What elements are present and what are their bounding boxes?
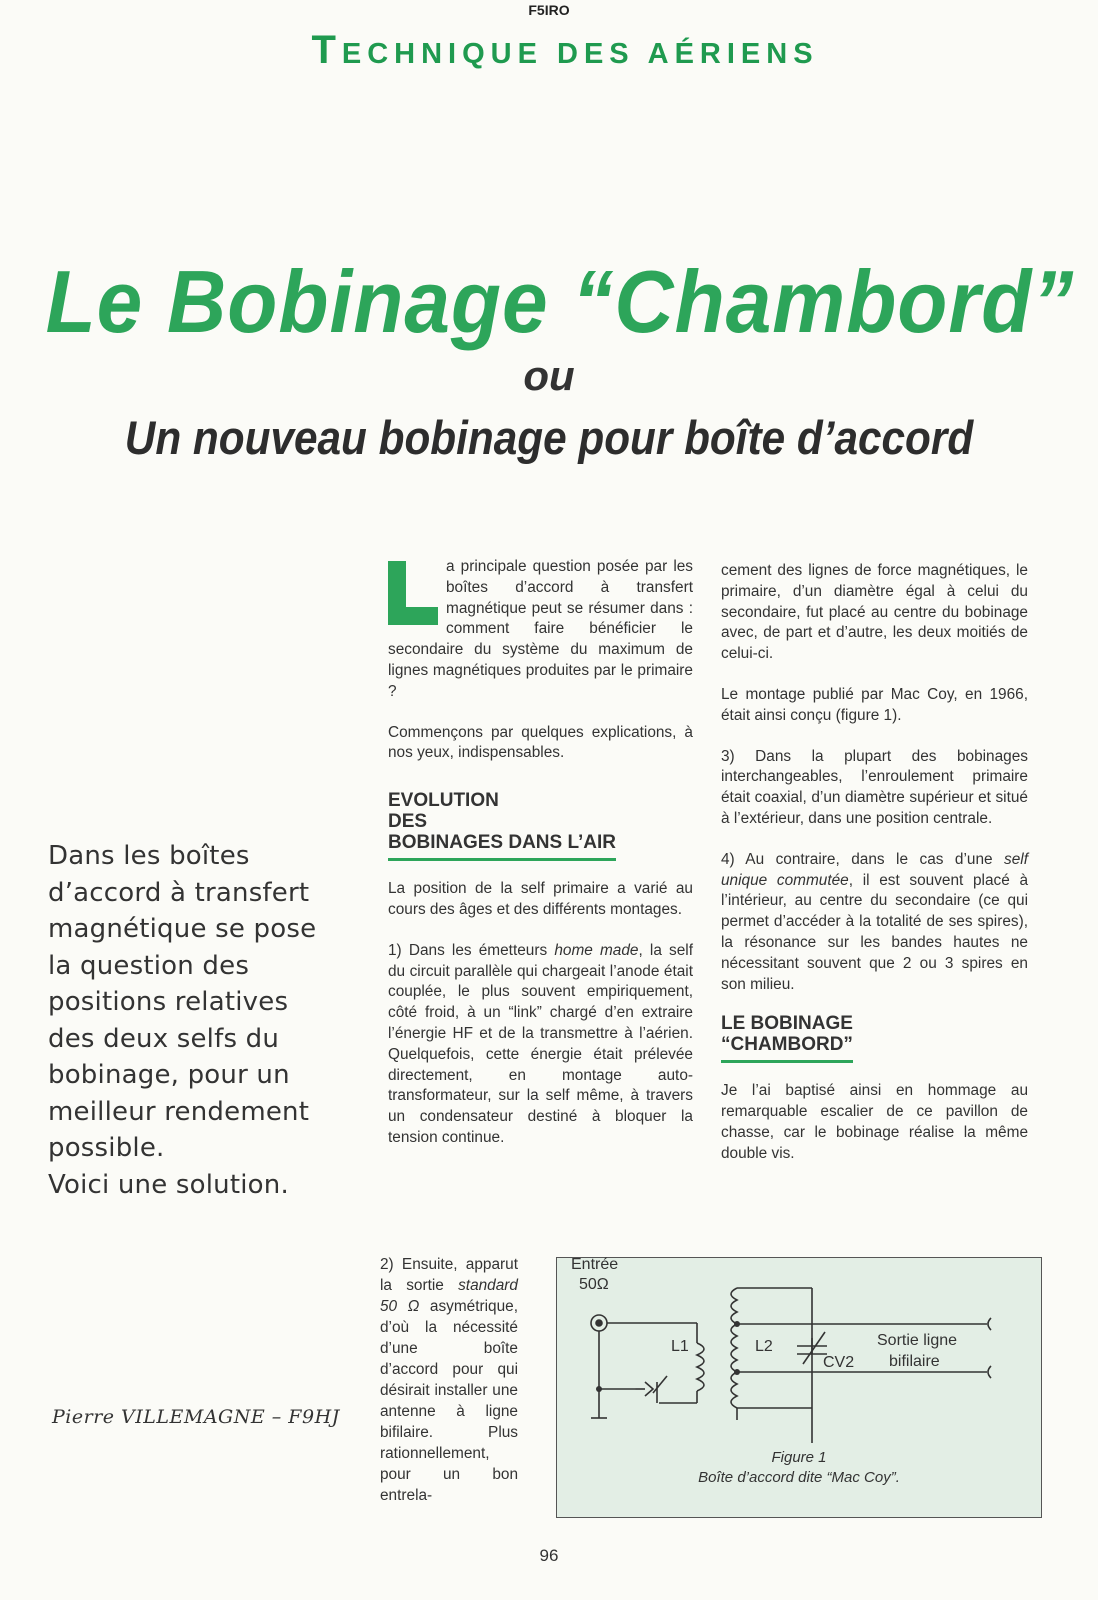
coil-l2 <box>731 1288 737 1408</box>
paragraph: Le montage publié par Mac Coy, en 1966, était ainsi conçu (figure 1). <box>721 685 1028 724</box>
label-l1: L1 <box>671 1338 689 1355</box>
section-heading-chambord: LE BOBINAGE “CHAMBORD” <box>721 1013 853 1063</box>
emphasis: self unique commutée <box>721 850 1028 889</box>
dropcap-l <box>388 561 438 625</box>
intro-text: Dans les boîtes d’accord à transfert magnétique se pose la question des positions relatives des deux selfs du bobinage, pour un meilleur rendement possible. Voici une solution. <box>48 841 317 1200</box>
junction-dot <box>734 1369 740 1375</box>
label-cv2: CV2 <box>823 1354 855 1371</box>
callsign: F5IRO <box>528 2 570 18</box>
emphasis: standard 50 Ω <box>380 1277 518 1315</box>
figure-caption-title: Figure 1 <box>771 1449 827 1466</box>
paragraph <box>388 557 693 703</box>
article-subtitle: Un nouveau bobinage pour boîte d’accord <box>124 411 974 464</box>
paragraph <box>721 850 1028 996</box>
label-sortie-1: Sortie ligne <box>877 1332 958 1349</box>
paragraph: Je l’ai baptisé ainsi en hommage au remarquable escalier de ce pavillon de chasse, car le bobinage réalise la même double vis. <box>721 1082 1028 1162</box>
text: , il est souvent placé à l’intérieur, au centre du secondaire (ce qui permet d’accéder à la totalité de ses spires), la résonance sur les bandes hautes ne nécessitant souvent que 2 ou 3 spires en son milieu. <box>721 871 1028 993</box>
paragraph: La position de la self primaire a varié au cours des âges et des différents montages. <box>388 880 693 918</box>
paragraph: 3) Dans la plupart des bobinages interchangeables, l’enroulement primaire était coaxial, d’un diamètre supérieur et situé à l’extérieur, dans une position centrale. <box>721 747 1028 827</box>
column-1 <box>388 557 693 1169</box>
title-conjunction: ou <box>523 352 575 399</box>
label-l2: L2 <box>755 1338 773 1355</box>
paragraph: cement des lignes de force magnétiques, le primaire, d’un diamètre égal à celui du secondaire, fut placé au centre du bobinage avec, de part et d’autre, les deux moitiés de celui-ci. <box>721 562 1028 663</box>
connector-center <box>596 1320 602 1326</box>
emphasis: home made <box>554 941 639 959</box>
capacitor-variable-mark <box>653 1376 667 1393</box>
coil-l1 <box>697 1343 704 1391</box>
figure-caption-text: Boîte d’accord dite “Mac Coy”. <box>698 1469 900 1486</box>
author-signature: Pierre VILLEMAGNE – F9HJ <box>52 1406 340 1428</box>
paragraph: Commençons par quelques explications, à nos yeux, indispensables. <box>388 723 693 762</box>
text: , la self du circuit parallèle qui chargeait l’anode était couplée, le plus souvent empiriquement, côté froid, à un “link” chargé d’en extraire l’énergie HF et de la transmettre à l’aérien. Quelquefois, cette énergie était prélevée directement, en montage auto-transformateur, sur la self même, à travers un condensateur destiné à bloquer la tension continue. <box>388 941 693 1146</box>
junction-dot <box>596 1386 602 1392</box>
figure-1 <box>556 1257 1042 1518</box>
text: 4) Au contraire, dans le cas d’une <box>721 850 1005 868</box>
column-1-continued <box>380 1254 518 1506</box>
cv2-variable-mark <box>803 1332 825 1364</box>
page-number: 96 <box>539 1546 559 1565</box>
label-sortie-2: bifilaire <box>889 1353 940 1370</box>
text: 2) Ensuite, apparut la sortie <box>380 1256 518 1294</box>
text: asymétrique, d’où la nécessité d’une boîte d’accord pour qui désirait installer une antenne à ligne bifilaire. Plus rationnellement, pour un bon entrela- <box>380 1298 518 1504</box>
paragraph-text: a principale question posée par les boîtes d’accord à transfert magnétique peut se résumer dans : comment faire bénéficier le secondaire du système du maximum de lignes magnétiques produites par le primaire ? <box>388 558 693 700</box>
variable-cap-arrow <box>645 1382 653 1396</box>
section-initial: T <box>311 28 342 72</box>
output-terminal-bottom <box>988 1366 991 1378</box>
article-title: Le Bobinage “Chambord” <box>45 253 1075 352</box>
junction-dot <box>734 1321 740 1327</box>
section-rest: ECHNIQUE DES AÉRIENS <box>341 38 819 70</box>
section-title <box>0 28 1098 73</box>
paragraph <box>388 941 693 1149</box>
text: 1) Dans les émetteurs <box>388 941 555 959</box>
label-impedance: 50Ω <box>579 1276 609 1293</box>
output-terminal-top <box>988 1318 991 1330</box>
section-heading-evolution: EVOLUTION DES BOBINAGES DANS L’AIR <box>388 790 616 861</box>
label-entree: Entrée <box>571 1256 619 1273</box>
column-2 <box>721 561 1028 1185</box>
